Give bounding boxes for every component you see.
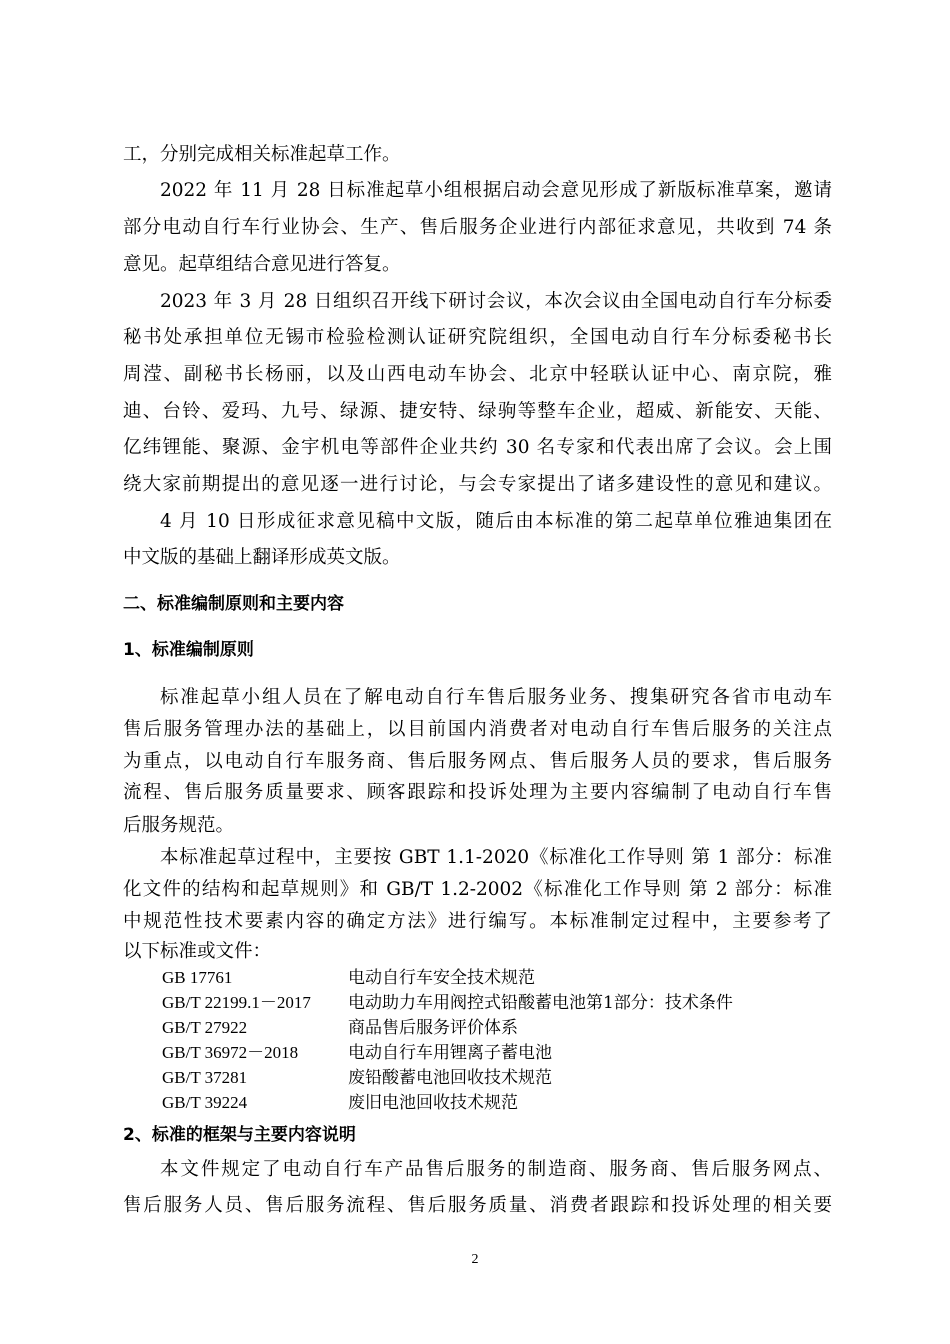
standard-title: 电动自行车用锂离子蓄电池 bbox=[348, 1043, 552, 1063]
standard-title: 商品售后服务评价体系 bbox=[348, 1018, 518, 1038]
paragraph-line: 4 月 10 日形成征求意见稿中文版，随后由本标准的第二起草单位雅迪集团在 bbox=[160, 511, 832, 532]
page-number: 2 bbox=[471, 1252, 479, 1267]
paragraph-line: 意见。起草组结合意见进行答复。 bbox=[123, 254, 401, 275]
paragraph-line: 标准起草小组人员在了解电动自行车售后服务业务、搜集研究各省市电动车 bbox=[160, 687, 832, 708]
standard-code: GB/T 39224 bbox=[162, 1093, 248, 1112]
list-item bbox=[162, 1091, 518, 1115]
subsection-heading: 2、标准的框架与主要内容说明 bbox=[123, 1125, 356, 1145]
list-item bbox=[162, 1041, 552, 1065]
paragraph-line: 流程、售后服务质量要求、顾客跟踪和投诉处理为主要内容编制了电动自行车售 bbox=[123, 782, 832, 803]
list-item bbox=[162, 966, 535, 990]
paragraph-line: 2022 年 11 月 28 日标准起草小组根据启动会意见形成了新版标准草案，邀请 bbox=[160, 180, 832, 201]
list-item bbox=[162, 991, 733, 1015]
paragraph-line: 后服务规范。 bbox=[123, 815, 235, 836]
section-heading: 二、标准编制原则和主要内容 bbox=[123, 594, 344, 614]
list-item bbox=[162, 1066, 552, 1090]
paragraph-line: 中规范性技术要素内容的确定方法》进行编写。本标准制定过程中，主要参考了 bbox=[123, 911, 832, 932]
standard-code: GB/T 37281 bbox=[162, 1068, 248, 1087]
paragraph-line: 本标准起草过程中，主要按 GBT 1.1-2020《标准化工作导则 第 1 部分：标准 bbox=[160, 847, 832, 868]
list-item bbox=[162, 1016, 518, 1040]
paragraph-line: 以下标准或文件： bbox=[123, 941, 272, 962]
standard-title: 废铅酸蓄电池回收技术规范 bbox=[348, 1068, 552, 1088]
standard-code: GB/T 36972－2018 bbox=[162, 1043, 299, 1062]
standard-code: GB/T 22199.1－2017 bbox=[162, 993, 311, 1012]
subsection-heading: 1、标准编制原则 bbox=[123, 640, 254, 660]
paragraph-line: 为重点，以电动自行车服务商、售后服务网点、售后服务人员的要求，售后服务 bbox=[123, 751, 832, 772]
paragraph-line: 中文版的基础上翻译形成英文版。 bbox=[123, 547, 401, 568]
paragraph-line: 部分电动自行车行业协会、生产、售后服务企业进行内部征求意见，共收到 74 条 bbox=[123, 217, 832, 238]
standard-title: 电动助力车用阀控式铅酸蓄电池第1部分：技术条件 bbox=[348, 993, 733, 1013]
paragraph-line: 周滢、副秘书长杨丽，以及山西电动车协会、北京中轻联认证中心、南京院，雅 bbox=[123, 364, 832, 385]
standard-code: GB/T 27922 bbox=[162, 1018, 248, 1037]
standard-title: 废旧电池回收技术规范 bbox=[348, 1093, 518, 1113]
paragraph-line: 售后服务管理办法的基础上，以目前国内消费者对电动自行车售后服务的关注点 bbox=[123, 719, 832, 740]
standard-code: GB 17761 bbox=[162, 968, 233, 987]
paragraph-line: 化文件的结构和起草规则》和 GB/T 1.2-2002《标准化工作导则 第 2 部分：标准 bbox=[123, 879, 832, 900]
paragraph-line: 秘书处承担单位无锡市检验检测认证研究院组织，全国电动自行车分标委秘书长 bbox=[123, 327, 832, 348]
paragraph-line: 售后服务人员、售后服务流程、售后服务质量、消费者跟踪和投诉处理的相关要 bbox=[123, 1195, 832, 1216]
paragraph-line: 工，分别完成相关标准起草工作。 bbox=[123, 144, 401, 165]
paragraph-line: 2023 年 3 月 28 日组织召开线下研讨会议，本次会议由全国电动自行车分标委 bbox=[160, 291, 832, 312]
standard-title: 电动自行车安全技术规范 bbox=[348, 968, 535, 988]
paragraph-line: 绕大家前期提出的意见逐一进行讨论，与会专家提出了诸多建设性的意见和建议。 bbox=[123, 474, 832, 495]
paragraph-line: 迪、台铃、爱玛、九号、绿源、捷安特、绿驹等整车企业，超威、新能安、天能、 bbox=[123, 401, 832, 422]
paragraph-line: 亿纬锂能、聚源、金宇机电等部件企业共约 30 名专家和代表出席了会议。会上围 bbox=[123, 437, 832, 458]
paragraph-line: 本文件规定了电动自行车产品售后服务的制造商、服务商、售后服务网点、 bbox=[160, 1159, 832, 1180]
